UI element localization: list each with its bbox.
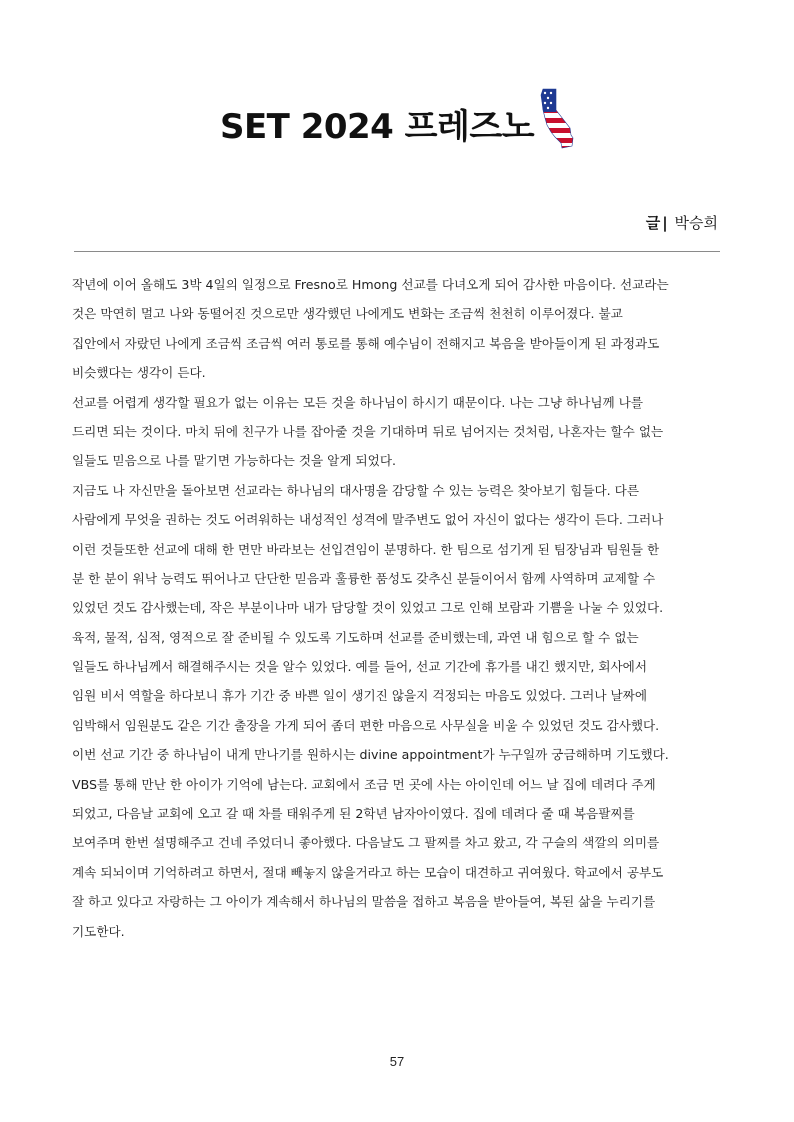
body-line: 이번 선교 기간 중 하나님이 내게 만나기를 원하시는 divine appointment가 누구일까 궁금해하며 기도했다. [72,747,669,763]
body-line: 일들도 믿음으로 나를 맡기면 가능하다는 것을 알게 되었다. [72,453,396,469]
body-line: 것은 막연히 멀고 나와 동떨어진 것으로만 생각했던 나에게도 변화는 조금씩 천천히 이루어졌다. 불교 [72,306,623,322]
body-line: 지금도 나 자신만을 돌아보면 선교라는 하나님의 대사명을 감당할 수 있는 능력은 찾아보기 힘들다. 다른 [72,482,639,498]
body-line: VBS를 통해 만난 한 아이가 기억에 남는다. 교회에서 조금 먼 곳에 사는 아이인데 어느 날 집에 데려다 주게 [72,776,656,792]
body-line: 되었고, 다음날 교회에 오고 갈 때 차를 태워주게 된 2학년 남자아이였다. 집에 데려다 줄 때 복음팔찌를 [72,806,635,822]
body-line: 분 한 분이 워낙 능력도 뛰어나고 단단한 믿음과 훌륭한 품성도 갖추신 분들이어서 함께 사역하며 교제할 수 [72,570,656,586]
title-row [0,96,794,150]
author-name: 박승희 [674,214,718,232]
body-line: 기도한다. [72,923,125,939]
body-line: 임원 비서 역할을 하다보니 휴가 기간 중 바쁜 일이 생기진 않을지 걱정되는 마음도 있었다. 그러나 날짜에 [72,688,648,704]
page-title: SET 2024 프레즈노 [219,106,535,147]
body-line: 사람에게 무엇을 권하는 것도 어려워하는 내성적인 성격에 말주변도 없어 자신이 없다는 생각이 든다. 그러나 [72,512,664,528]
california-us-flag-icon [540,88,574,150]
body-line: 작년에 이어 올해도 3박 4일의 일정으로 Fresno로 Hmong 선교를 다녀오게 되어 감사한 마음이다. 선교라는 [72,277,669,292]
body-line: 이런 것들또한 선교에 대해 한 면만 바라보는 선입견임이 분명하다. 한 팀으로 섬기게 된 팀장님과 팀원들 한 [72,541,660,557]
article-body [72,270,724,946]
body-line: 일들도 하나님께서 해결해주시는 것을 알수 있었다. 예를 들어, 선교 기간에 휴가를 내긴 했지만, 회사에서 [72,659,648,675]
body-line: 선교를 어렵게 생각할 필요가 없는 이유는 모든 것을 하나님이 하시기 때문이다. 나는 그냥 하나님께 나를 [72,394,644,410]
body-line: 보여주며 한번 설명해주고 건네 주었더니 좋아했다. 다음날도 그 팔찌를 차고 왔고, 각 구슬의 색깔의 의미를 [72,835,660,851]
page-number: 57 [389,1054,405,1069]
body-line: 비슷했다는 생각이 든다. [72,365,206,381]
author-byline [646,212,718,233]
body-line: 있었던 것도 감사했는데, 작은 부분이나마 내가 담당할 것이 있었고 그로 인해 보람과 기쁨을 나눌 수 있었다. [72,600,664,616]
author-label: 글 [645,214,661,232]
body-line: 드리면 되는 것이다. 마치 뒤에 친구가 나를 잡아줄 것을 기대하며 뒤로 넘어지는 것처럼, 나혼자는 할수 없는 [72,423,664,439]
author-separator: | [662,214,668,232]
body-line: 집안에서 자랐던 나에게 조금씩 조금씩 여러 통로를 통해 예수님이 전해지고 복음을 받아들이게 된 과정과도 [72,335,660,351]
header-divider [74,251,720,252]
body-line: 계속 되뇌이며 기억하려고 하면서, 절대 빼놓지 않을거라고 하는 모습이 대견하고 귀여웠다. 학교에서 공부도 [72,864,664,880]
body-line: 육적, 물적, 심적, 영적으로 잘 준비될 수 있도록 기도하며 선교를 준비했는데, 과연 내 힘으로 할 수 없는 [72,629,639,645]
body-line: 임박해서 임원분도 같은 기간 출장을 가게 되어 좀더 편한 마음으로 사무실을 비울 수 있었던 것도 감사했다. [72,717,660,733]
body-line: 잘 하고 있다고 자랑하는 그 아이가 계속해서 하나님의 말씀을 접하고 복음을 받아들여, 복된 삶을 누리기를 [72,894,656,910]
